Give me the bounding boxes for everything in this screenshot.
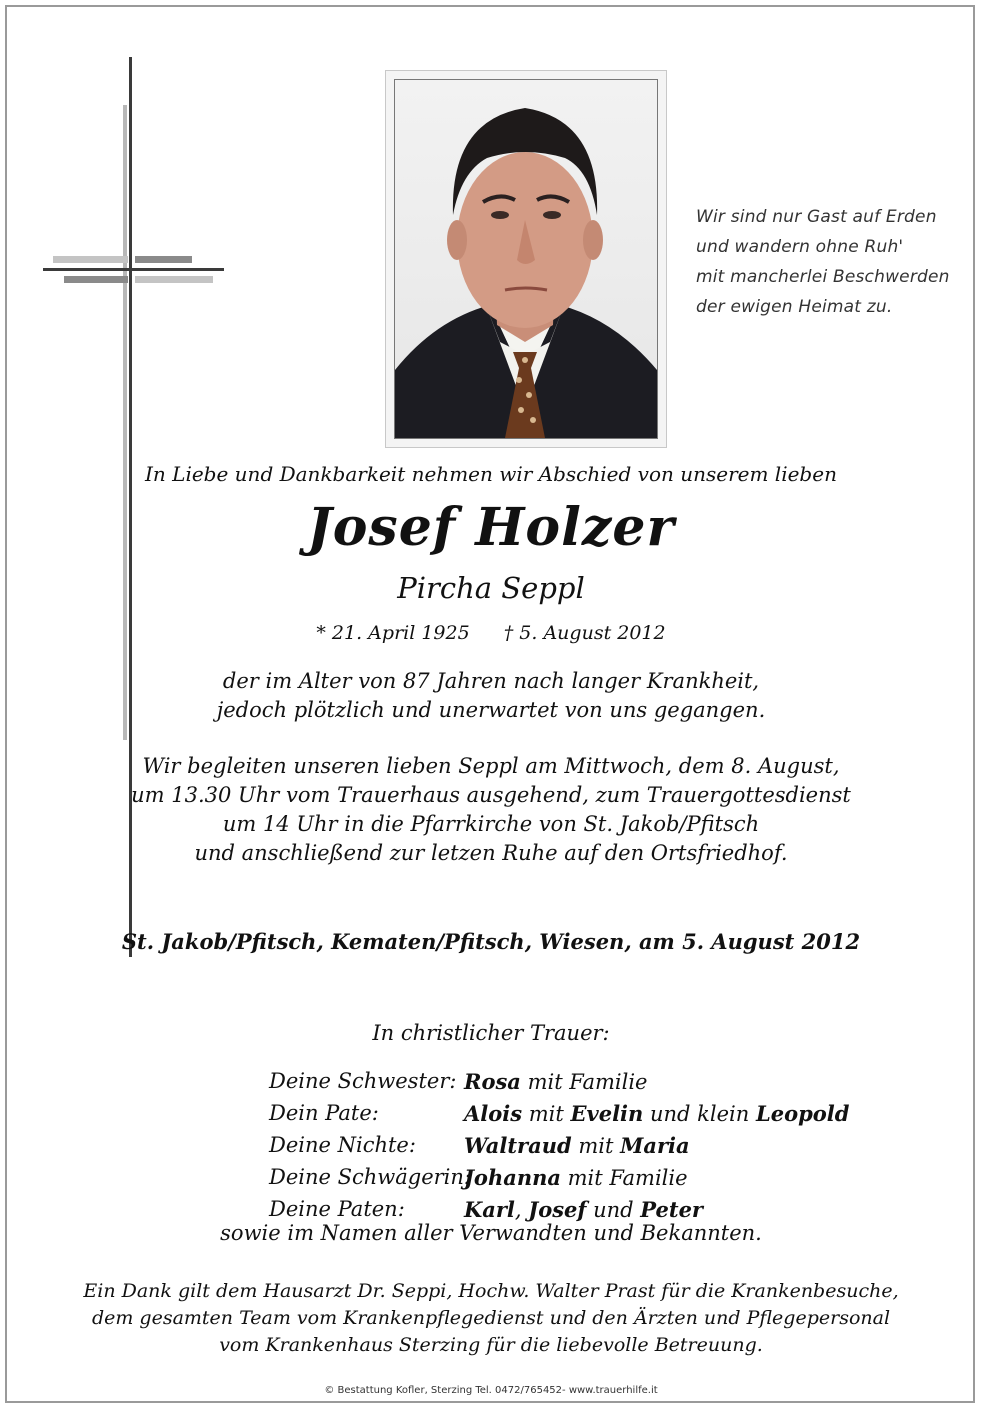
- family-relation: Dein Pate:: [269, 1101, 379, 1125]
- deceased-name: Josef Holzer: [307, 497, 675, 558]
- poem-line: und wandern ohne Ruh': [696, 237, 904, 257]
- family-relation: Deine Nichte:: [269, 1133, 416, 1157]
- family-row: [269, 1162, 849, 1194]
- family-members: Johanna mit Familie: [464, 1165, 688, 1190]
- paragraph-line: um 14 Uhr in die Pfarrkirche von St. Jakob/Pfitsch: [222, 812, 760, 836]
- family-members: Waltraud mit Maria: [464, 1133, 690, 1158]
- poem-line: mit mancherlei Beschwerden: [696, 267, 950, 287]
- paragraph-line: der im Alter von 87 Jahren nach langer Krankheit,: [222, 669, 760, 693]
- family-relation: Deine Schwägerin:: [269, 1165, 472, 1189]
- birth-date: * 21. April 1925: [316, 622, 470, 644]
- thanks-line: vom Krankenhaus Sterzing für die liebevolle Betreuung.: [219, 1334, 763, 1356]
- family-row: [269, 1066, 849, 1098]
- paragraph-line: und anschließend zur letzen Ruhe auf den Ortsfriedhof.: [194, 841, 788, 865]
- family-members: Rosa mit Familie: [464, 1069, 648, 1094]
- death-date: † 5. August 2012: [503, 622, 666, 644]
- poem-line: Wir sind nur Gast auf Erden: [696, 207, 937, 227]
- poem: [696, 202, 966, 322]
- relatives-line: sowie im Namen aller Verwandten und Bekannten.: [220, 1221, 762, 1245]
- family-relation: Deine Schwester:: [269, 1069, 457, 1093]
- thanks-line: dem gesamten Team vom Krankenpflegedienst und den Ärzten und Pflegepersonal: [91, 1307, 891, 1329]
- family-relation: Deine Paten:: [269, 1197, 405, 1221]
- thanks-paragraph: [0, 1278, 982, 1359]
- thanks-line: Ein Dank gilt dem Hausarzt Dr. Seppi, Hochw. Walter Prast für die Krankenbesuche,: [83, 1280, 899, 1302]
- funeral-info-paragraph: [0, 752, 982, 868]
- portrait-photo: [394, 79, 658, 439]
- paragraph-line: jedoch plötzlich und unerwartet von uns gegangen.: [216, 698, 766, 722]
- death-notice-paragraph: [0, 667, 982, 725]
- family-row: [269, 1098, 849, 1130]
- poem-line: der ewigen Heimat zu.: [696, 297, 893, 317]
- family-list: [269, 1066, 849, 1226]
- family-members: Alois mit Evelin und klein Leopold: [464, 1101, 850, 1126]
- place-date-line: St. Jakob/Pfitsch, Kematen/Pfitsch, Wiesen, am 5. August 2012: [121, 929, 861, 954]
- family-members: Karl, Josef und Peter: [464, 1197, 703, 1222]
- deceased-nickname: Pircha Seppl: [397, 571, 585, 605]
- mourning-heading: In christlicher Trauer:: [372, 1021, 610, 1045]
- paragraph-line: Wir begleiten unseren lieben Seppl am Mittwoch, dem 8. August,: [142, 754, 840, 778]
- intro-text: In Liebe und Dankbarkeit nehmen wir Abschied von unserem lieben: [145, 462, 837, 486]
- family-row: [269, 1130, 849, 1162]
- life-dates: [0, 622, 982, 644]
- footer-credit: © Bestattung Kofler, Sterzing Tel. 0472/765452- www.trauerhilfe.it: [324, 1385, 658, 1396]
- paragraph-line: um 13.30 Uhr vom Trauerhaus ausgehend, zum Trauergottesdienst: [131, 783, 851, 807]
